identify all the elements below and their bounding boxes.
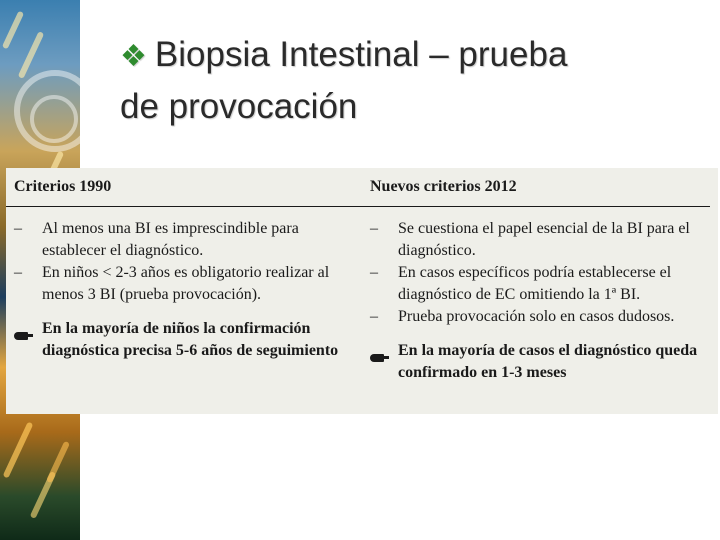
highlight-text: En la mayoría de niños la confirmación diagnóstica precisa 5-6 años de seguimiento (42, 320, 339, 359)
dash-mark: – (14, 220, 22, 237)
dash-mark: – (370, 308, 378, 325)
list-item-text: Al menos una BI es imprescindible para establecer el diagnóstico. (42, 220, 299, 259)
list-item-text: Se cuestiona el papel esencial de la BI para el diagnóstico. (398, 220, 690, 259)
column-header: Criterios 1990 (14, 178, 112, 195)
wheat-grain-decoration (46, 441, 70, 483)
highlight-text: En la mayoría de casos el diagnóstico queda confirmado en 1-3 meses (398, 342, 698, 381)
criteria-1990-column (14, 168, 364, 359)
highlight-item (14, 318, 364, 362)
criteria-comparison-table (6, 168, 718, 414)
column-header: Nuevos criterios 2012 (370, 178, 517, 195)
highlight-item (370, 340, 710, 384)
dash-mark: – (370, 264, 378, 281)
header-rule (6, 206, 710, 207)
list-item-text: En niños < 2-3 años es obligatorio realizar al menos 3 BI (prueba provocación). (42, 264, 330, 303)
criteria-2012-column (370, 168, 710, 381)
list-item-text: En casos específicos podría establecerse el diagnóstico de EC omitiendo la 1ª BI. (398, 264, 672, 303)
list-item (370, 262, 710, 306)
title-line-2: de provocación (120, 87, 358, 126)
pointing-hand-icon (14, 318, 34, 340)
dash-mark: – (14, 264, 22, 281)
swirl-decoration (30, 95, 78, 143)
title-line-1: Biopsia Intestinal – prueba (154, 35, 568, 74)
list-item (370, 306, 710, 328)
list-item (14, 218, 364, 262)
wheat-grain-decoration (2, 11, 24, 50)
wheat-grain-decoration (3, 422, 34, 479)
list-item (14, 262, 364, 306)
pointing-hand-icon (370, 340, 390, 362)
list-item (370, 218, 710, 262)
diamond-bullet-icon: ❖ (120, 40, 147, 73)
list-item-text: Prueba provocación solo en casos dudosos. (398, 308, 675, 325)
slide-title (120, 30, 700, 132)
dash-mark: – (370, 220, 378, 237)
